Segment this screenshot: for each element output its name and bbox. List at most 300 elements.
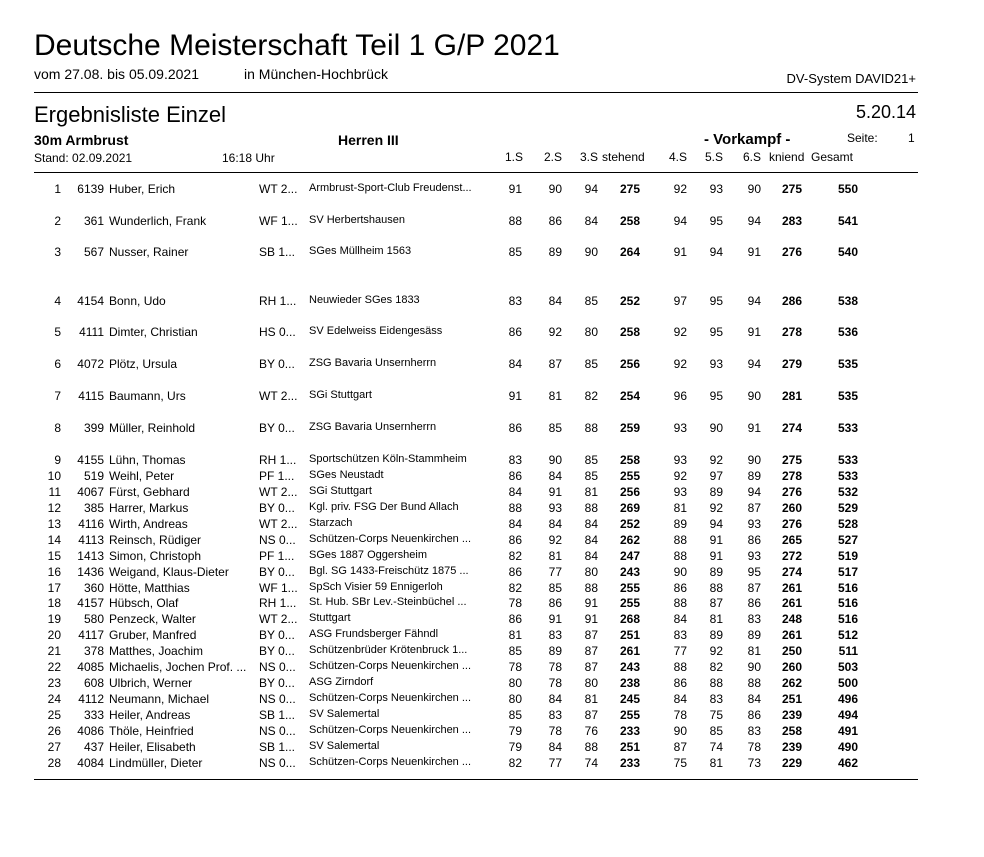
stehend-total-cell: 252 xyxy=(619,294,640,308)
table-top-divider xyxy=(34,172,918,173)
series-5-cell: 89 xyxy=(709,485,723,499)
kniend-total-cell: 261 xyxy=(781,581,802,595)
kniend-total-cell: 260 xyxy=(781,660,802,674)
rank-cell: 24 xyxy=(47,692,61,706)
association-code-cell: RH 1... xyxy=(259,596,297,610)
rank-cell: 1 xyxy=(54,182,61,196)
rank-cell: 13 xyxy=(47,517,61,531)
kniend-total-cell: 251 xyxy=(781,692,802,706)
series-5-cell: 87 xyxy=(709,596,723,610)
association-code-cell: SB 1... xyxy=(259,708,296,722)
series-2-cell: 91 xyxy=(548,485,562,499)
series-3-cell: 84 xyxy=(584,549,598,563)
start-number-cell: 1413 xyxy=(77,549,104,563)
col-header-s5: 5.S xyxy=(705,150,724,164)
table-row xyxy=(0,549,984,565)
total-cell: 533 xyxy=(837,469,858,483)
association-code-cell: SB 1... xyxy=(259,245,296,259)
start-number-cell: 4111 xyxy=(79,325,104,339)
total-cell: 494 xyxy=(837,708,858,722)
series-6-cell: 91 xyxy=(747,245,761,259)
page-label: Seite: xyxy=(847,131,878,145)
software-system: DV-System DAVID21+ xyxy=(786,71,916,86)
page-number: 1 xyxy=(908,131,915,145)
rank-cell: 27 xyxy=(47,740,61,754)
series-3-cell: 91 xyxy=(584,596,598,610)
series-2-cell: 86 xyxy=(548,214,562,228)
series-1-cell: 85 xyxy=(508,708,522,722)
shooter-name-cell: Michaelis, Jochen Prof. ... xyxy=(109,660,247,674)
table-row xyxy=(0,325,984,341)
series-6-cell: 94 xyxy=(747,485,761,499)
series-5-cell: 83 xyxy=(709,692,723,706)
series-4-cell: 77 xyxy=(673,644,687,658)
series-6-cell: 89 xyxy=(747,628,761,642)
shooter-name-cell: Bonn, Udo xyxy=(109,294,166,308)
table-row xyxy=(0,214,984,230)
series-2-cell: 89 xyxy=(548,245,562,259)
series-1-cell: 86 xyxy=(508,325,522,339)
table-row xyxy=(0,756,984,772)
shooter-name-cell: Weigand, Klaus-Dieter xyxy=(109,565,229,579)
total-cell: 527 xyxy=(837,533,858,547)
table-row xyxy=(0,485,984,501)
stehend-total-cell: 233 xyxy=(619,756,640,770)
table-row xyxy=(0,644,984,660)
club-cell: SGi Stuttgart xyxy=(309,389,372,401)
start-number-cell: 4115 xyxy=(78,389,104,403)
rank-cell: 2 xyxy=(54,214,61,228)
series-5-cell: 75 xyxy=(709,708,723,722)
shooter-name-cell: Weihl, Peter xyxy=(109,469,175,483)
club-cell: SV Herbertshausen xyxy=(309,214,405,226)
kniend-total-cell: 276 xyxy=(781,485,802,499)
series-4-cell: 96 xyxy=(673,389,687,403)
series-6-cell: 86 xyxy=(747,708,761,722)
shooter-name-cell: Heiler, Andreas xyxy=(109,708,191,722)
table-row xyxy=(0,724,984,740)
series-5-cell: 88 xyxy=(709,581,723,595)
start-number-cell: 1436 xyxy=(77,565,104,579)
series-4-cell: 86 xyxy=(673,676,687,690)
kniend-total-cell: 276 xyxy=(781,245,802,259)
discipline-label: 30m Armbrust xyxy=(34,132,129,148)
stehend-total-cell: 245 xyxy=(619,692,640,706)
stehend-total-cell: 259 xyxy=(619,421,640,435)
stehend-total-cell: 258 xyxy=(619,453,640,467)
shooter-name-cell: Wirth, Andreas xyxy=(109,517,188,531)
series-4-cell: 92 xyxy=(673,357,687,371)
series-4-cell: 78 xyxy=(673,708,687,722)
rank-cell: 25 xyxy=(47,708,61,722)
total-cell: 516 xyxy=(837,612,858,626)
start-number-cell: 360 xyxy=(83,581,104,595)
series-2-cell: 91 xyxy=(548,612,562,626)
association-code-cell: BY 0... xyxy=(259,357,295,371)
total-cell: 540 xyxy=(837,245,858,259)
association-code-cell: BY 0... xyxy=(259,501,295,515)
series-2-cell: 85 xyxy=(548,581,562,595)
series-6-cell: 81 xyxy=(747,644,761,658)
association-code-cell: NS 0... xyxy=(259,660,296,674)
rank-cell: 12 xyxy=(47,501,61,515)
shooter-name-cell: Fürst, Gebhard xyxy=(109,485,190,499)
total-cell: 512 xyxy=(837,628,858,642)
association-code-cell: WF 1... xyxy=(259,581,298,595)
series-2-cell: 83 xyxy=(548,628,562,642)
association-code-cell: HS 0... xyxy=(259,325,296,339)
series-5-cell: 92 xyxy=(709,644,723,658)
stehend-total-cell: 255 xyxy=(619,469,640,483)
shooter-name-cell: Müller, Reinhold xyxy=(109,421,196,435)
series-1-cell: 80 xyxy=(508,676,522,690)
series-4-cell: 92 xyxy=(673,182,687,196)
table-row xyxy=(0,182,984,198)
series-3-cell: 91 xyxy=(584,612,598,626)
association-code-cell: BY 0... xyxy=(259,421,295,435)
series-6-cell: 88 xyxy=(747,676,761,690)
club-cell: Stuttgart xyxy=(309,612,351,624)
shooter-name-cell: Ulbrich, Werner xyxy=(109,676,193,690)
series-6-cell: 90 xyxy=(747,660,761,674)
stehend-total-cell: 251 xyxy=(619,628,640,642)
shooter-name-cell: Lindmüller, Dieter xyxy=(109,756,203,770)
total-cell: 517 xyxy=(837,565,858,579)
club-cell: St. Hub. SBr Lev.-Steinbüchel ... xyxy=(309,596,467,608)
rank-cell: 4 xyxy=(54,294,61,308)
series-5-cell: 93 xyxy=(709,182,723,196)
stehend-total-cell: 233 xyxy=(619,724,640,738)
rank-cell: 16 xyxy=(47,565,61,579)
series-2-cell: 84 xyxy=(548,469,562,483)
shooter-name-cell: Hötte, Matthias xyxy=(109,581,190,595)
start-number-cell: 608 xyxy=(83,676,104,690)
club-cell: ASG Zirndorf xyxy=(309,676,374,688)
table-row xyxy=(0,245,984,261)
series-2-cell: 78 xyxy=(548,660,562,674)
rank-cell: 11 xyxy=(48,485,61,499)
series-1-cell: 82 xyxy=(508,581,522,595)
total-cell: 528 xyxy=(837,517,858,531)
association-code-cell: PF 1... xyxy=(259,469,295,483)
table-row xyxy=(0,676,984,692)
phase-label: - Vorkampf - xyxy=(704,131,791,148)
series-4-cell: 91 xyxy=(673,245,687,259)
rank-cell: 9 xyxy=(54,453,61,467)
series-5-cell: 92 xyxy=(709,501,723,515)
header-divider xyxy=(34,92,918,93)
shooter-name-cell: Wunderlich, Frank xyxy=(109,214,207,228)
stehend-total-cell: 264 xyxy=(619,245,640,259)
shooter-name-cell: Harrer, Markus xyxy=(109,501,189,515)
series-3-cell: 90 xyxy=(584,245,598,259)
table-row xyxy=(0,565,984,581)
table-row xyxy=(0,612,984,628)
series-6-cell: 94 xyxy=(747,214,761,228)
stehend-total-cell: 262 xyxy=(619,533,640,547)
club-cell: Sportschützen Köln-Stammheim xyxy=(309,453,467,465)
series-6-cell: 86 xyxy=(747,533,761,547)
kniend-total-cell: 272 xyxy=(781,549,802,563)
series-3-cell: 87 xyxy=(584,708,598,722)
series-3-cell: 80 xyxy=(584,676,598,690)
table-row xyxy=(0,533,984,549)
series-3-cell: 80 xyxy=(584,325,598,339)
series-1-cell: 86 xyxy=(508,421,522,435)
series-1-cell: 86 xyxy=(508,612,522,626)
association-code-cell: BY 0... xyxy=(259,676,295,690)
kniend-total-cell: 258 xyxy=(781,724,802,738)
series-4-cell: 94 xyxy=(673,214,687,228)
series-4-cell: 88 xyxy=(673,596,687,610)
table-row xyxy=(0,294,984,310)
series-3-cell: 87 xyxy=(584,644,598,658)
kniend-total-cell: 275 xyxy=(781,453,802,467)
rank-cell: 21 xyxy=(47,644,61,658)
start-number-cell: 4154 xyxy=(77,294,104,308)
series-4-cell: 88 xyxy=(673,660,687,674)
series-4-cell: 92 xyxy=(673,469,687,483)
stehend-total-cell: 275 xyxy=(619,182,640,196)
series-2-cell: 81 xyxy=(548,549,562,563)
series-3-cell: 88 xyxy=(584,581,598,595)
start-number-cell: 4155 xyxy=(77,453,104,467)
version-number: 5.20.14 xyxy=(855,102,916,122)
shooter-name-cell: Thöle, Heinfried xyxy=(109,724,194,738)
stehend-total-cell: 256 xyxy=(619,485,640,499)
series-2-cell: 77 xyxy=(548,565,562,579)
shooter-name-cell: Nusser, Rainer xyxy=(109,245,189,259)
series-4-cell: 97 xyxy=(673,294,687,308)
start-number-cell: 6139 xyxy=(77,182,104,196)
series-3-cell: 84 xyxy=(584,517,598,531)
series-1-cell: 88 xyxy=(508,501,522,515)
club-cell: Starzach xyxy=(309,517,353,529)
series-2-cell: 78 xyxy=(548,724,562,738)
association-code-cell: NS 0... xyxy=(259,692,296,706)
series-6-cell: 89 xyxy=(747,469,761,483)
club-cell: Schützen-Corps Neuenkirchen ... xyxy=(309,533,472,545)
kniend-total-cell: 278 xyxy=(781,325,802,339)
table-row xyxy=(0,517,984,533)
table-row xyxy=(0,453,984,469)
rank-cell: 5 xyxy=(54,325,61,339)
shooter-name-cell: Dimter, Christian xyxy=(109,325,198,339)
series-2-cell: 83 xyxy=(548,708,562,722)
kniend-total-cell: 262 xyxy=(781,676,802,690)
series-3-cell: 88 xyxy=(584,421,598,435)
table-row xyxy=(0,389,984,405)
rank-cell: 10 xyxy=(47,469,61,483)
series-3-cell: 81 xyxy=(584,485,598,499)
rank-cell: 15 xyxy=(47,549,61,563)
series-1-cell: 85 xyxy=(508,245,522,259)
series-6-cell: 95 xyxy=(747,565,761,579)
table-row xyxy=(0,740,984,756)
series-3-cell: 84 xyxy=(584,214,598,228)
rank-cell: 8 xyxy=(54,421,61,435)
series-1-cell: 85 xyxy=(508,644,522,658)
start-number-cell: 333 xyxy=(83,708,104,722)
series-1-cell: 79 xyxy=(508,724,522,738)
table-row xyxy=(0,628,984,644)
series-4-cell: 90 xyxy=(673,724,687,738)
rank-cell: 7 xyxy=(54,389,61,403)
kniend-total-cell: 278 xyxy=(781,469,802,483)
association-code-cell: WT 2... xyxy=(259,517,298,531)
association-code-cell: WF 1... xyxy=(259,214,298,228)
series-4-cell: 93 xyxy=(673,421,687,435)
series-5-cell: 89 xyxy=(709,628,723,642)
series-6-cell: 86 xyxy=(747,596,761,610)
list-title: Ergebnisliste Einzel xyxy=(34,102,226,127)
col-header-gesamt: Gesamt xyxy=(811,150,854,164)
series-6-cell: 83 xyxy=(747,612,761,626)
series-4-cell: 88 xyxy=(673,533,687,547)
stehend-total-cell: 238 xyxy=(619,676,640,690)
series-3-cell: 80 xyxy=(584,565,598,579)
total-cell: 541 xyxy=(837,214,858,228)
series-4-cell: 93 xyxy=(673,485,687,499)
association-code-cell: WT 2... xyxy=(259,389,298,403)
table-row xyxy=(0,708,984,724)
stand-date: Stand: 02.09.2021 xyxy=(34,151,133,165)
series-3-cell: 76 xyxy=(584,724,598,738)
total-cell: 496 xyxy=(837,692,858,706)
series-1-cell: 88 xyxy=(508,214,522,228)
rank-cell: 18 xyxy=(47,596,61,610)
series-4-cell: 83 xyxy=(673,628,687,642)
series-5-cell: 88 xyxy=(709,676,723,690)
stehend-total-cell: 255 xyxy=(619,581,640,595)
shooter-name-cell: Penzeck, Walter xyxy=(109,612,196,626)
club-cell: SV Edelweiss Eidengesäss xyxy=(309,325,443,337)
table-row xyxy=(0,357,984,373)
association-code-cell: NS 0... xyxy=(259,533,296,547)
shooter-name-cell: Reinsch, Rüdiger xyxy=(109,533,202,547)
stehend-total-cell: 256 xyxy=(619,357,640,371)
start-number-cell: 361 xyxy=(83,214,104,228)
start-number-cell: 4117 xyxy=(78,628,104,642)
series-5-cell: 82 xyxy=(709,660,723,674)
stehend-total-cell: 243 xyxy=(619,565,640,579)
stehend-total-cell: 243 xyxy=(619,660,640,674)
series-6-cell: 91 xyxy=(747,421,761,435)
kniend-total-cell: 286 xyxy=(781,294,802,308)
total-cell: 538 xyxy=(837,294,858,308)
series-5-cell: 81 xyxy=(709,756,723,770)
series-4-cell: 92 xyxy=(673,325,687,339)
series-3-cell: 74 xyxy=(584,756,598,770)
series-2-cell: 78 xyxy=(548,676,562,690)
series-6-cell: 90 xyxy=(747,182,761,196)
series-3-cell: 94 xyxy=(584,182,598,196)
series-3-cell: 88 xyxy=(584,501,598,515)
association-code-cell: PF 1... xyxy=(259,549,295,563)
series-4-cell: 86 xyxy=(673,581,687,595)
association-code-cell: BY 0... xyxy=(259,565,295,579)
kniend-total-cell: 281 xyxy=(781,389,802,403)
shooter-name-cell: Heiler, Elisabeth xyxy=(109,740,196,754)
total-cell: 535 xyxy=(837,357,858,371)
series-2-cell: 84 xyxy=(548,517,562,531)
series-1-cell: 83 xyxy=(508,453,522,467)
rank-cell: 14 xyxy=(47,533,61,547)
shooter-name-cell: Simon, Christoph xyxy=(109,549,202,563)
total-cell: 536 xyxy=(837,325,858,339)
shooter-name-cell: Lühn, Thomas xyxy=(109,453,186,467)
series-6-cell: 94 xyxy=(747,357,761,371)
series-1-cell: 84 xyxy=(508,357,522,371)
series-6-cell: 94 xyxy=(747,294,761,308)
total-cell: 533 xyxy=(837,421,858,435)
rank-cell: 23 xyxy=(47,676,61,690)
col-header-s1: 1.S xyxy=(505,150,524,164)
series-6-cell: 87 xyxy=(747,581,761,595)
series-1-cell: 82 xyxy=(508,549,522,563)
start-number-cell: 437 xyxy=(83,740,104,754)
series-3-cell: 85 xyxy=(584,294,598,308)
club-cell: SV Salemertal xyxy=(309,740,380,752)
stehend-total-cell: 269 xyxy=(619,501,640,515)
stehend-total-cell: 261 xyxy=(619,644,640,658)
series-5-cell: 95 xyxy=(709,389,723,403)
rank-cell: 17 xyxy=(47,581,61,595)
series-5-cell: 89 xyxy=(709,565,723,579)
table-row xyxy=(0,692,984,708)
club-cell: Schützen-Corps Neuenkirchen ... xyxy=(309,660,472,672)
rank-cell: 3 xyxy=(54,245,61,259)
series-4-cell: 81 xyxy=(673,501,687,515)
series-4-cell: 75 xyxy=(673,756,687,770)
series-1-cell: 84 xyxy=(508,485,522,499)
series-1-cell: 78 xyxy=(508,596,522,610)
start-number-cell: 4084 xyxy=(77,756,104,770)
stehend-total-cell: 255 xyxy=(619,596,640,610)
start-number-cell: 4085 xyxy=(77,660,104,674)
kniend-total-cell: 248 xyxy=(781,612,802,626)
series-5-cell: 81 xyxy=(709,612,723,626)
series-2-cell: 84 xyxy=(548,740,562,754)
series-5-cell: 94 xyxy=(709,245,723,259)
start-number-cell: 567 xyxy=(83,245,104,259)
stehend-total-cell: 255 xyxy=(619,708,640,722)
start-number-cell: 4113 xyxy=(78,533,104,547)
table-row xyxy=(0,596,984,612)
series-1-cell: 82 xyxy=(508,756,522,770)
series-1-cell: 86 xyxy=(508,533,522,547)
kniend-total-cell: 260 xyxy=(781,501,802,515)
series-2-cell: 89 xyxy=(548,644,562,658)
kniend-total-cell: 276 xyxy=(781,517,802,531)
stand-time: 16:18 Uhr xyxy=(222,151,275,165)
association-code-cell: NS 0... xyxy=(259,724,296,738)
kniend-total-cell: 239 xyxy=(781,708,802,722)
club-cell: ZSG Bavaria Unsernherrn xyxy=(309,421,437,433)
kniend-total-cell: 279 xyxy=(781,357,802,371)
rank-cell: 19 xyxy=(47,612,61,626)
series-5-cell: 92 xyxy=(709,453,723,467)
club-cell: Kgl. priv. FSG Der Bund Allach xyxy=(309,501,459,513)
series-3-cell: 85 xyxy=(584,469,598,483)
kniend-total-cell: 283 xyxy=(781,214,802,228)
rank-cell: 28 xyxy=(47,756,61,770)
shooter-name-cell: Baumann, Urs xyxy=(109,389,186,403)
col-header-kniend: kniend xyxy=(769,150,805,164)
series-1-cell: 79 xyxy=(508,740,522,754)
kniend-total-cell: 239 xyxy=(781,740,802,754)
series-5-cell: 91 xyxy=(709,533,723,547)
